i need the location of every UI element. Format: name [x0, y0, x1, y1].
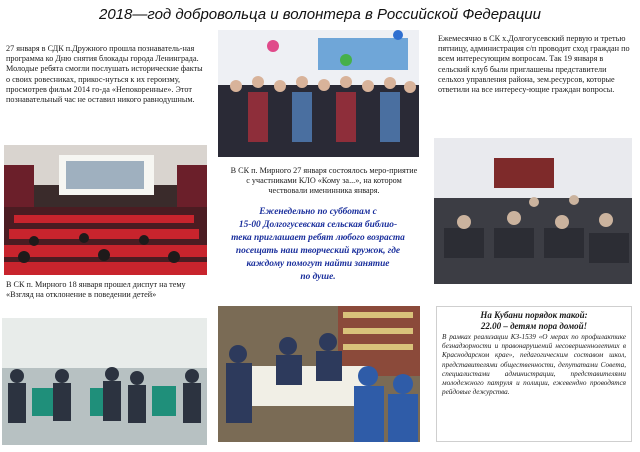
notice-line: каждому помогут найти занятие [246, 259, 390, 269]
dispute-article-text: В СК п. Мирного 18 января прошел диспут на тему «Взгляд на отклонение в поведении детей» [6, 280, 186, 300]
cinema-hall-photo [4, 145, 207, 275]
notice-line: 15-00 Долгогусевская сельская библио- [238, 220, 398, 230]
reception-article-text: Ежемесячно в СК х.Долгогусевский первую и третью пятницу, администрация с/п проводит сход граждан по всем интересующим вопросам. Так 19 января в сельский клуб были приглашены представители сельхоз управления района, зем.ресурсов, которые ответили на все интересу-ющие граждан вопросы. [438, 34, 630, 95]
dispute-group-photo [2, 318, 207, 445]
klo-group-photo [218, 30, 419, 157]
kuban-curfew-body: В рамках реализации КЗ-1539 «О мерах по профилактике безнадзорности и правонарушений несовершеннолетних в Краснодарском крае», педагогическим составом школ, представителями общественности, депутатами Совета, специалистами администрации, представителями молодежного патруля и полиции, ежевендно проводятся рейдовые дежурства. [442, 333, 626, 397]
notice-line: посещать наш творческий кружок, где [235, 246, 401, 256]
kuban-curfew-title [442, 310, 626, 331]
notice-line: тека приглашает ребят любого возраста [231, 233, 405, 243]
kuban-curfew-box [436, 306, 632, 442]
citizens-meeting-photo [434, 138, 632, 284]
notice-line: по душе. [300, 272, 336, 282]
library-kids-photo [218, 306, 420, 442]
notice-line: Еженедельно по субботам с [259, 207, 377, 217]
page-title: 2018—год добровольца и волонтера в Российской Федерации [98, 6, 541, 23]
kuban-title-line: 22.00 – детям пора домой! [480, 320, 588, 331]
siege-article-text: 27 января в СДК п.Дружного прошла познаватель-ная программа ко Дню снятия блокады города Ленинграда. Молодые ребята смогли послушать исторические факты о своих ровесниках, прикос-нуться к их героизму, просмотрев фильм 2014 го-да «Непокоренные». Этот познавательный час не оставил никого равнодушным. [6, 44, 203, 105]
library-club-notice [220, 206, 416, 284]
klo-article-text: В СК п. Мирного 27 января состоялось меро-приятие с участниками КЛО «Кому за...», на котором чествовали именинника января. [230, 166, 418, 196]
kuban-title-line: На Кубани порядок такой: [480, 310, 588, 320]
